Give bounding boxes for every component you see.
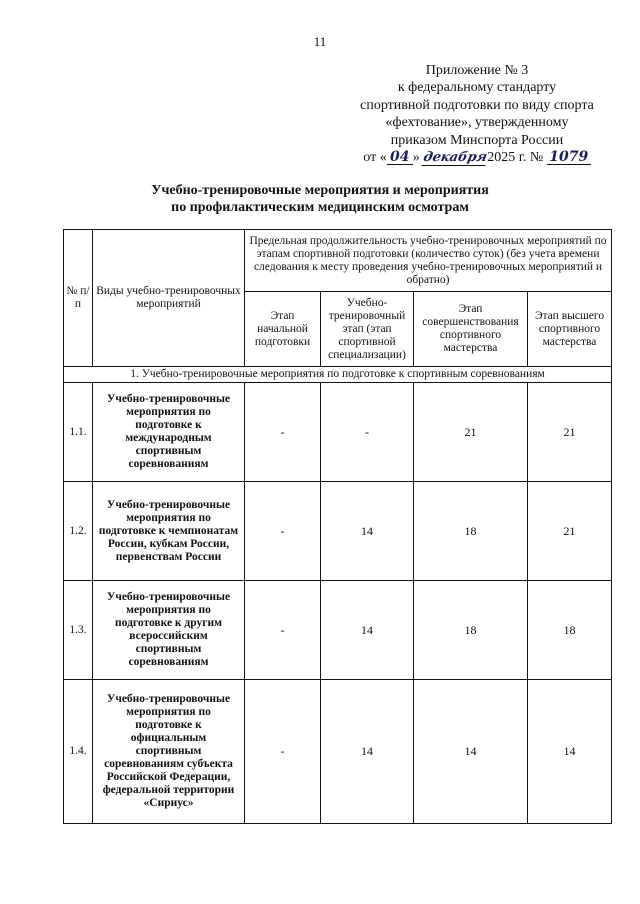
table-row [64,383,612,482]
stage-value: 14 [414,680,528,824]
row-number: 1.1. [64,383,93,482]
header-stage: Этап совершенствования спортивного мастерства [414,292,528,367]
header-stage: Этап начальной подготовки [245,292,321,367]
stage-value: 18 [528,581,612,680]
stage-value: 21 [414,383,528,482]
row-number: 1.2. [64,482,93,581]
table-header-row [64,230,612,292]
header-stage: Этап высшего спортивного мастерства [528,292,612,367]
stage-value: 18 [414,482,528,581]
row-number: 1.4. [64,680,93,824]
header-num: № п/п [64,230,93,367]
table-row [64,581,612,680]
header-duration: Предельная продолжительность учебно-тренировочных мероприятий по этапам спортивной подготовки (количество суток) (без учета времени следования к месту проведения учебно-тренировочных мероприятий и обратно) [245,230,612,292]
handwritten-month: декабря [422,150,489,166]
stage-value: 21 [528,482,612,581]
event-name: Учебно-тренировочные мероприятия по подготовке к чемпионатам России, кубкам России, первенствам России [93,482,245,581]
appendix-line: спортивной подготовки по виду спорта [360,97,594,113]
date-mid: » [412,150,420,166]
events-table [63,229,612,824]
stage-value: 14 [321,680,414,824]
stage-value: 14 [321,482,414,581]
document-title [0,182,640,216]
section-row [64,367,612,383]
handwritten-order-number: 1079 [547,150,591,165]
row-number: 1.3. [64,581,93,680]
date-year: 2025 г. № [487,150,544,166]
date-prefix: от « [363,150,387,166]
stage-value: - [245,482,321,581]
appendix-line: приказом Минспорта России [390,132,564,148]
title-line: по профилактическим медицинским осмотрам [171,200,469,215]
header-kind: Виды учебно-тренировочных мероприятий [93,230,245,367]
appendix-header [338,62,616,166]
event-name: Учебно-тренировочные мероприятия по подготовке к официальным спортивным соревнованиям субъекта Российской Федерации, федеральной территории «Сириус» [93,680,245,824]
event-name: Учебно-тренировочные мероприятия по подготовке к международным спортивным соревнованиям [93,383,245,482]
table-row [64,482,612,581]
stage-value: 18 [414,581,528,680]
table-row [64,680,612,824]
stage-value: 14 [321,581,414,680]
event-name: Учебно-тренировочные мероприятия по подготовке к другим всероссийским спортивным соревнованиям [93,581,245,680]
section-title: 1. Учебно-тренировочные мероприятия по подготовке к спортивным соревнованиям [64,367,612,383]
appendix-line: «фехтование», утвержденному [385,115,569,131]
page-number: 11 [313,34,327,49]
order-date-line [338,149,616,166]
appendix-line: Приложение № 3 [425,63,529,78]
appendix-line: к федеральному стандарту [397,80,557,96]
title-line: Учебно-тренировочные мероприятия и мероприятия [151,183,489,198]
stage-value: - [321,383,414,482]
stage-value: - [245,581,321,680]
stage-value: 21 [528,383,612,482]
header-stage: Учебно-тренировочный этап (этап спортивной специализации) [321,292,414,367]
stage-value: - [245,383,321,482]
stage-value: 14 [528,680,612,824]
handwritten-day: 04 [387,150,413,165]
stage-value: - [245,680,321,824]
